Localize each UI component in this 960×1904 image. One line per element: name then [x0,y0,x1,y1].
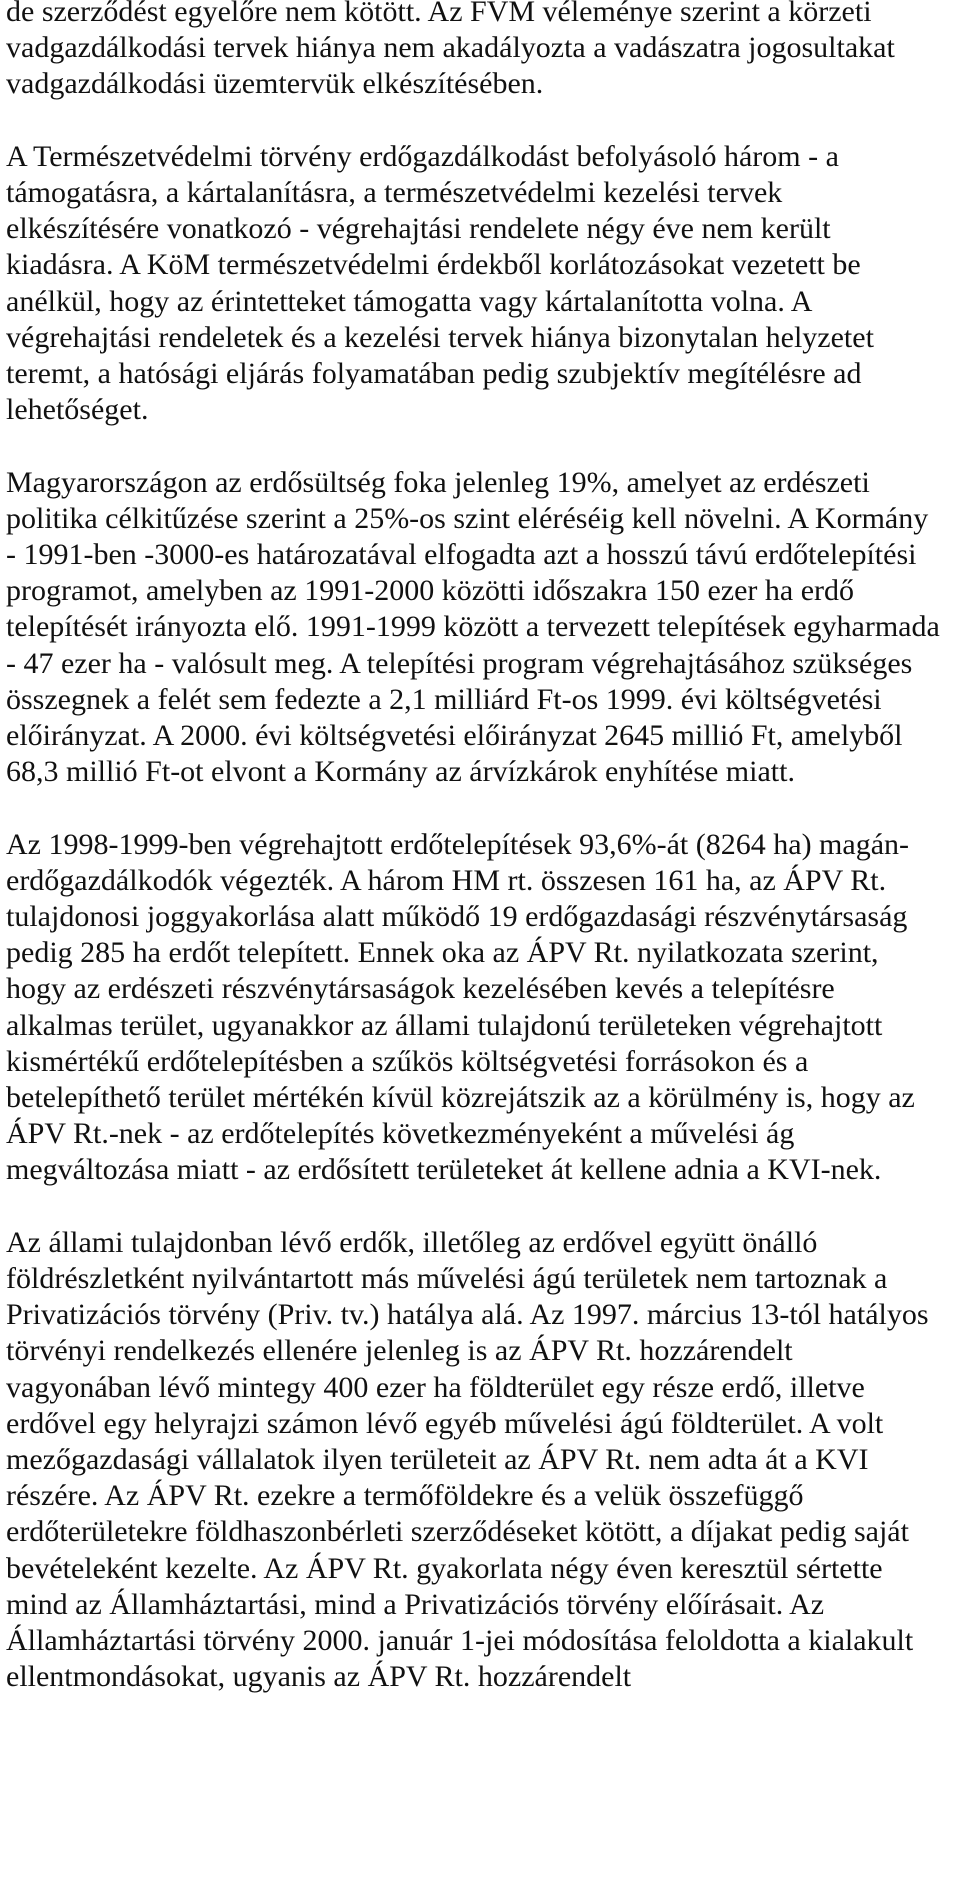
paragraph-3: Magyarországon az erdősültség foka jelenleg 19%, amelyet az erdészeti politika célkitűzése szerint a 25%-os szint eléréséig kell növelni. A Kormány - 1991-ben -3000-es határozatával elfogadta azt a hosszú távú erdőtelepítési programot, amelyben az 1991-2000 közötti időszakra 150 ezer ha erdő telepítését irányozta elő. 1991-1999 között a tervezett telepítések egyharmada - 47 ezer ha - valósult meg. A telepítési program végrehajtásához szükséges összegnek a felét sem fedezte a 2,1 milliárd Ft-os 1999. évi költségvetési előirányzat. A 2000. évi költségvetési előirányzat 2645 millió Ft, amelyből 68,3 millió Ft-ot elvont a Kormány az árvízkárok enyhítése miatt. [6,465,940,789]
paragraph-4: Az 1998-1999-ben végrehajtott erdőtelepítések 93,6%-át (8264 ha) magán-erdőgazdálkodók végezték. A három HM rt. összesen 161 ha, az ÁPV Rt. tulajdonosi joggyakorlása alatt működő 19 erdőgazdasági részvénytársaság pedig 285 ha erdőt telepített. Ennek oka az ÁPV Rt. nyilatkozata szerint, hogy az erdészeti részvénytársaságok kezelésében kevés a telepítésre alkalmas terület, ugyanakkor az állami tulajdonú területeken végrehajtott kismértékű erdőtelepítésben a szűkös költségvetési forrásokon és a betelepíthető terület mértékén kívül közrejátszik az a körülmény is, hogy az ÁPV Rt.-nek - az erdőtelepítés következményeként a művelési ág megváltozása miatt - az erdősített területeket át kellene adnia a KVI-nek. [6,827,915,1187]
paragraph-5: Az állami tulajdonban lévő erdők, illetőleg az erdővel együtt önálló földrészletként nyilvántartott más művelési ágú területek nem tartoznak a Privatizációs törvény (Priv. tv.) hatálya alá. Az 1997. március 13-tól hatályos törvényi rendelkezés ellenére jelenleg is az ÁPV Rt. hozzárendelt vagyonában lévő mintegy 400 ezer ha földterület egy része erdő, illetve erdővel egy helyrajzi számon lévő egyéb művelési ágú földterület. A volt mezőgazdasági vállalatok ilyen területeit az ÁPV Rt. nem adta át a KVI részére. Az ÁPV Rt. ezekre a termőföldekre és a velük összefüggő erdőterületekre földhaszonbérleti szerződéseket kötött, a díjakat pedig saját bevételeként kezelte. Az ÁPV Rt. gyakorlata négy éven keresztül sértette mind az Államháztartási, mind a Privatizációs törvény előírásait. Az Államháztartási törvény 2000. január 1-jei módosítása feloldotta a kialakult ellentmondásokat, ugyanis az ÁPV Rt. hozzárendelt [6,1225,929,1694]
paragraph-2: A Természetvédelmi törvény erdőgazdálkodást befolyásoló három - a támogatásra, a kártalanításra, a természetvédelmi kezelési tervek elkészítésére vonatkozó - végrehajtási rendelete négy éve nem került kiadásra. A KöM természetvédelmi érdekből korlátozásokat vezetett be anélkül, hogy az érintetteket támogatta vagy kártalanította volna. A végrehajtási rendeletek és a kezelési tervek hiánya bizonytalan helyzetet teremt, a hatósági eljárás folyamatában pedig szubjektív megítélésre ad lehetőséget. [6,139,874,427]
paragraph-1: de szerződést egyelőre nem kötött. Az FVM véleménye szerint a körzeti vadgazdálkodási tervek hiánya nem akadályozta a vadászatra jogosultakat vadgazdálkodási üzemtervük elkészítésében. [6,0,895,101]
